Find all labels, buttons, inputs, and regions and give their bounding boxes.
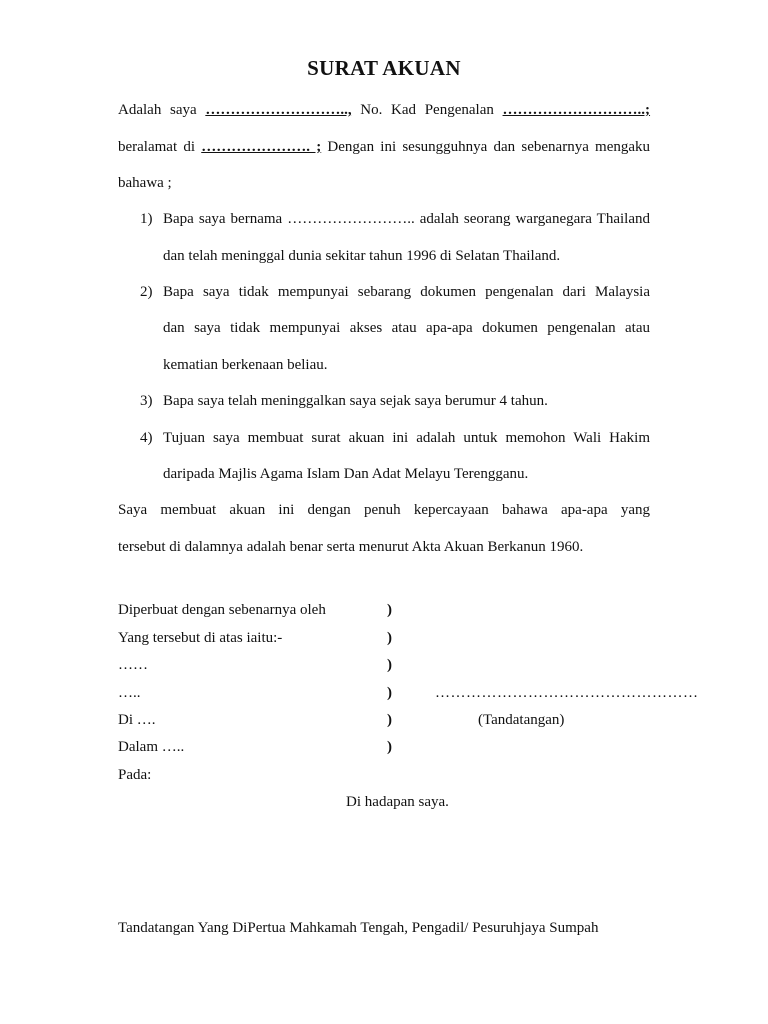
closing-line-1: Saya membuat akuan ini dengan penuh kepercayaan bahawa apa-apa yang xyxy=(118,502,650,518)
bracket-mark: ) xyxy=(387,712,392,728)
item-text: dan saya tidak mempunyai akses atau apa-apa dokumen pengenalan atau xyxy=(163,320,650,336)
item-number: 4) xyxy=(140,430,153,446)
declaration-row: Pada: xyxy=(118,767,152,783)
bracket-mark: ) xyxy=(387,630,392,646)
signature-line: …………………………………………… xyxy=(435,685,699,701)
declaration-row: Diperbuat dengan sebenarnya oleh xyxy=(118,602,326,618)
declaration-row: Yang tersebut di atas iaitu:- xyxy=(118,630,283,646)
name-blank: ……………………….., xyxy=(205,102,352,118)
intro-text: beralamat di xyxy=(118,139,196,155)
intro-line-2 xyxy=(118,137,650,157)
closing-line-2: tersebut di dalamnya adalah benar serta menurut Akta Akuan Berkanun 1960. xyxy=(118,539,584,555)
intro-line-1 xyxy=(118,100,650,120)
item-text: Bapa saya tidak mempunyai sebarang dokumen pengenalan dari Malaysia xyxy=(163,284,650,300)
ic-blank: ………………………..; xyxy=(502,102,651,118)
document-title: SURAT AKUAN xyxy=(307,56,461,80)
bracket-mark: ) xyxy=(387,739,392,755)
declaration-row: …… xyxy=(118,657,148,673)
item-text: Tujuan saya membuat surat akuan ini adalah untuk memohon Wali Hakim xyxy=(163,430,650,446)
declaration-row: Di …. xyxy=(118,712,156,728)
item-number: 3) xyxy=(140,393,153,409)
intro-line-3: bahawa ; xyxy=(118,175,172,191)
bracket-mark: ) xyxy=(387,602,392,618)
item-number: 1) xyxy=(140,211,153,227)
item-text: Bapa saya telah meninggalkan saya sejak saya berumur 4 tahun. xyxy=(163,393,548,409)
item-number: 2) xyxy=(140,284,153,300)
before-me-label: Di hadapan saya. xyxy=(346,794,449,810)
bracket-mark: ) xyxy=(387,685,392,701)
bracket-mark: ) xyxy=(387,657,392,673)
item-text: kematian berkenaan beliau. xyxy=(163,357,328,373)
signature-caption: (Tandatangan) xyxy=(478,712,565,728)
address-blank: …………………. ; xyxy=(201,139,322,155)
commissioner-signature-label: Tandatangan Yang DiPertua Mahkamah Tengah, Pengadil/ Pesuruhjaya Sumpah xyxy=(118,920,599,936)
intro-text: Adalah saya xyxy=(118,102,197,118)
declaration-row: Dalam ….. xyxy=(118,739,185,755)
intro-text: Dengan ini sesungguhnya dan sebenarnya mengaku xyxy=(327,139,651,155)
declaration-row: ….. xyxy=(118,685,141,701)
item-text: Bapa saya bernama …………………….. adalah seorang warganegara Thailand xyxy=(163,211,650,227)
intro-text: No. Kad Pengenalan xyxy=(360,102,494,118)
item-text: daripada Majlis Agama Islam Dan Adat Melayu Terengganu. xyxy=(163,466,529,482)
item-text: dan telah meninggal dunia sekitar tahun 1996 di Selatan Thailand. xyxy=(163,248,561,264)
